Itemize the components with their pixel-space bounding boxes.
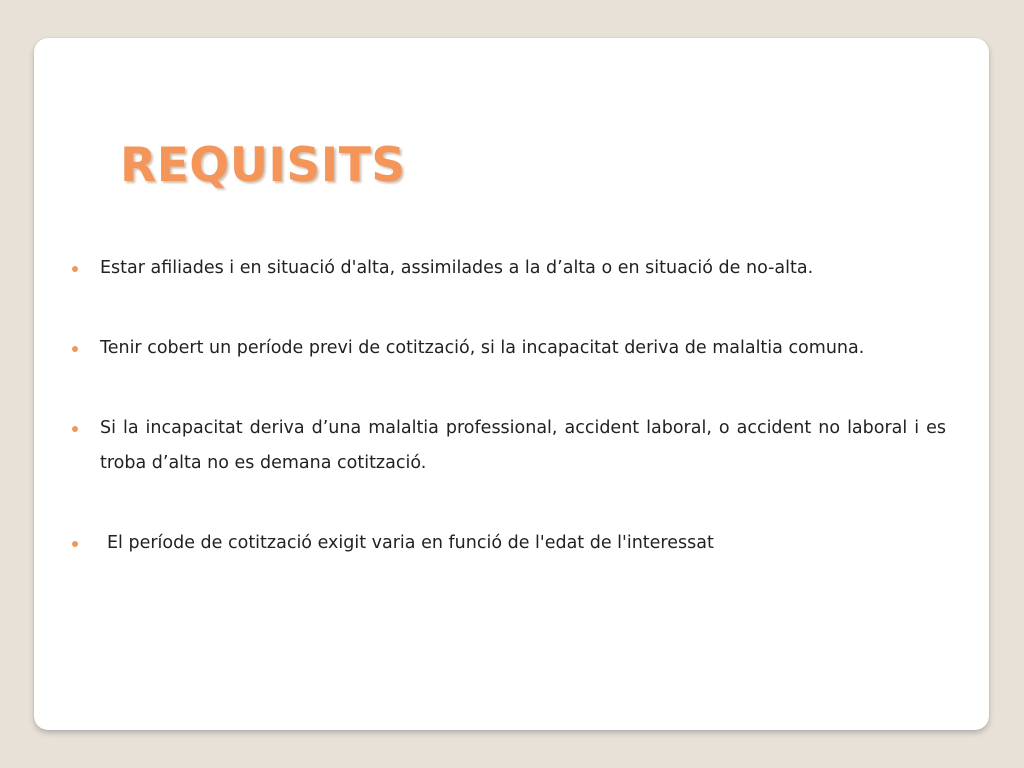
slide-title: REQUISITS bbox=[120, 138, 406, 193]
bullet-text: Si la incapacitat deriva d’una malaltia professional, accident laboral, o accident no laboral i es troba d’alta no es demana cotització. bbox=[100, 418, 946, 473]
bullet-icon bbox=[72, 266, 78, 272]
bullet-icon bbox=[72, 426, 78, 432]
list-item bbox=[72, 331, 946, 366]
bullet-text: Tenir cobert un període previ de cotització, si la incapacitat deriva de malaltia comuna. bbox=[100, 338, 865, 358]
bullet-text: Estar afiliades i en situació d'alta, assimilades a la d’alta o en situació de no-alta. bbox=[100, 258, 814, 278]
bullet-icon bbox=[72, 541, 78, 547]
list-item bbox=[72, 526, 946, 561]
requirements-list bbox=[72, 251, 946, 561]
bullet-icon bbox=[72, 346, 78, 352]
list-item bbox=[72, 411, 946, 481]
slide-card bbox=[34, 38, 989, 730]
list-item bbox=[72, 251, 946, 286]
bullet-text: El període de cotització exigit varia en funció de l'edat de l'interessat bbox=[107, 533, 714, 553]
